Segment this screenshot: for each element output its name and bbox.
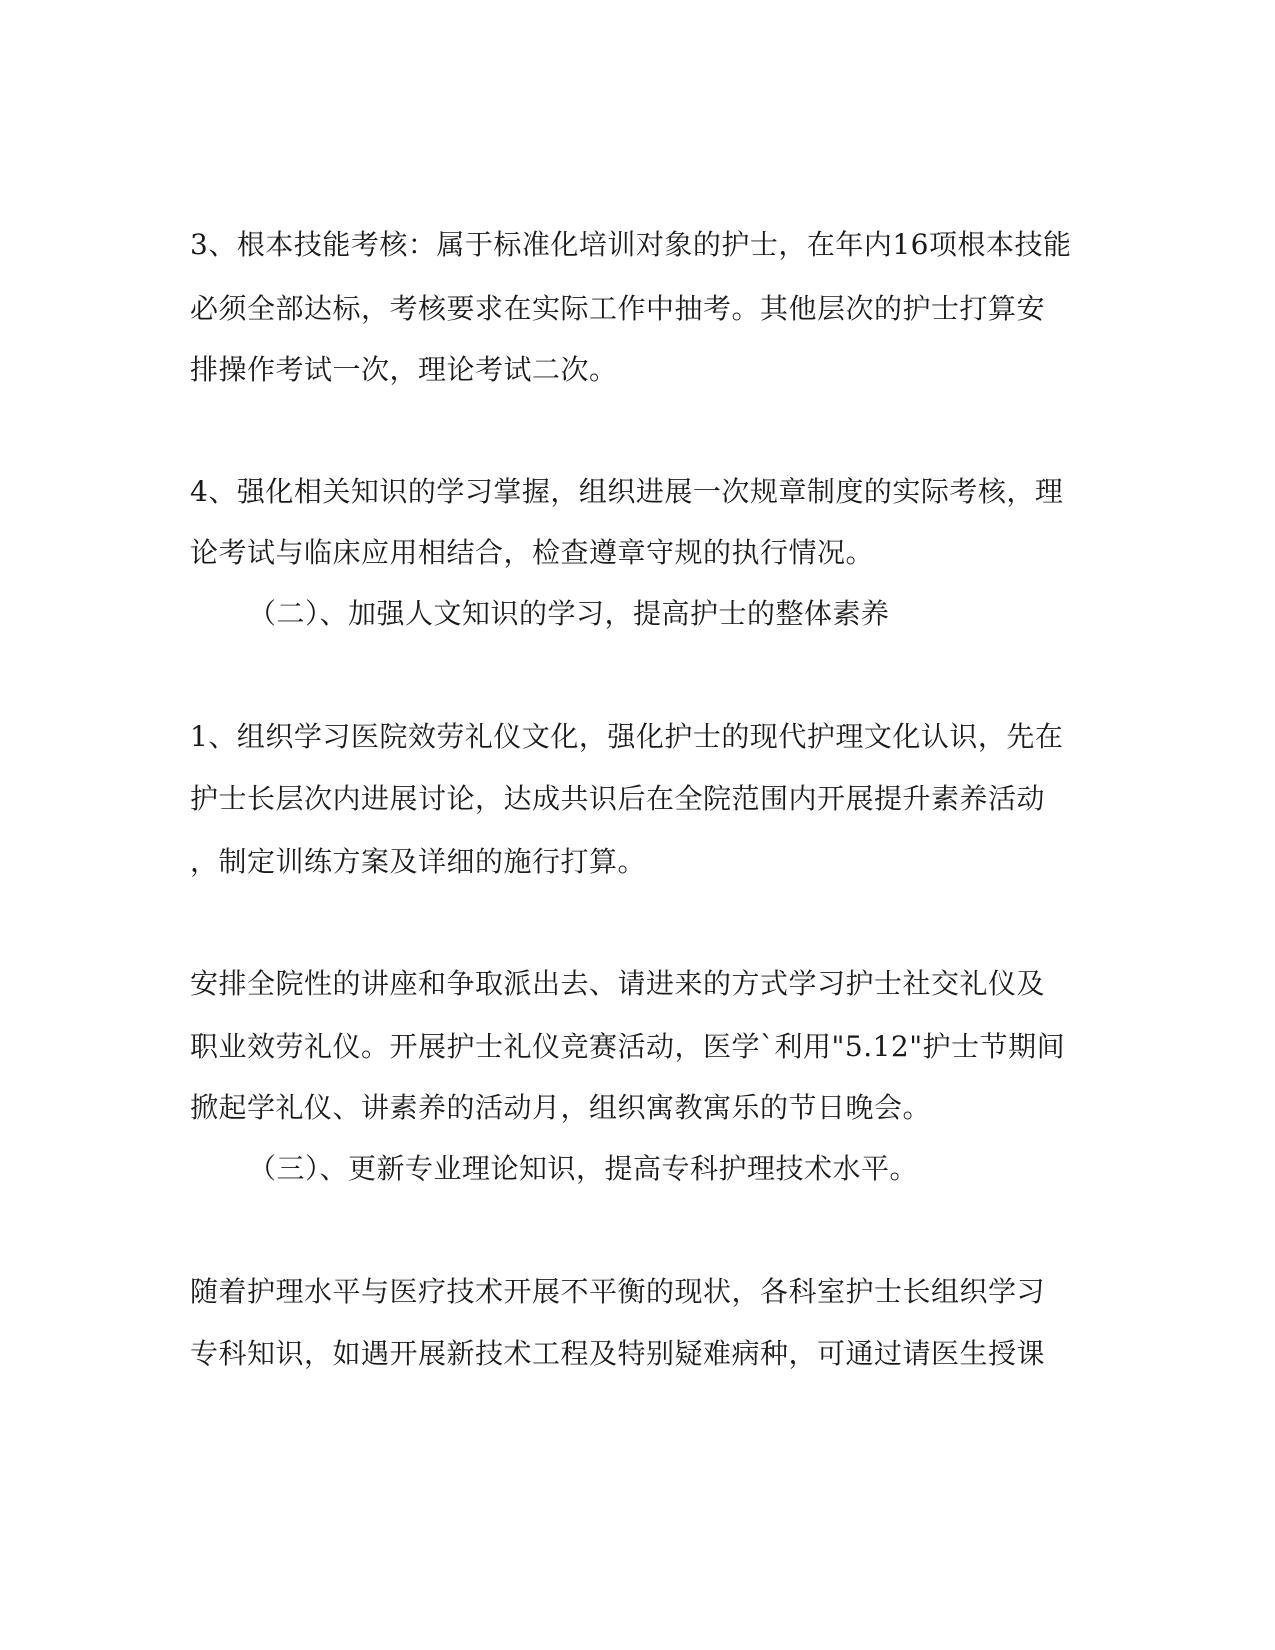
paragraph-4-line-1: 4、强化相关知识的学习掌握，组织进展一次规章制度的实际考核，理	[190, 475, 1064, 508]
paragraph-1-line-3: ，制定训练方案及详细的施行打算。	[190, 845, 647, 878]
paragraph-3-line-2: 必须全部达标，考核要求在实际工作中抽考。其他层次的护士打算安	[190, 292, 1046, 325]
section-heading-3: （三）、更新专业理论知识，提高专科护理技术水平。	[248, 1152, 919, 1185]
paragraph-4-line-2: 论考试与临床应用相结合，检查遵章守规的执行情况。	[190, 536, 875, 569]
paragraph-etiquette-line-3: 掀起学礼仪、讲素养的活动月，组织寓教寓乐的节日晚会。	[190, 1091, 932, 1124]
paragraph-etiquette-line-1: 安排全院性的讲座和争取派出去、请进来的方式学习护士社交礼仪及	[190, 967, 1046, 1000]
paragraph-etiquette-line-2: 职业效劳礼仪。开展护士礼仪竞赛活动，医学`利用"5.12"护士节期间	[190, 1030, 1066, 1063]
paragraph-specialty-line-1: 随着护理水平与医疗技术开展不平衡的现状，各科室护士长组织学习	[190, 1275, 1046, 1308]
paragraph-1-line-2: 护士长层次内进展讨论，达成共识后在全院范围内开展提升素养活动	[190, 782, 1046, 815]
paragraph-specialty-line-2: 专科知识，如遇开展新技术工程及特别疑难病种，可通过请医生授课	[190, 1337, 1046, 1370]
paragraph-3-line-1: 3、根本技能考核：属于标准化培训对象的护士，在年内16项根本技能	[190, 228, 1072, 261]
paragraph-3-line-3: 排操作考试一次，理论考试二次。	[190, 353, 618, 386]
paragraph-1-line-1: 1、组织学习医院效劳礼仪文化，强化护士的现代护理文化认识，先在	[190, 720, 1064, 753]
section-heading-2: （二）、加强人文知识的学习，提高护士的整体素养	[248, 597, 890, 630]
